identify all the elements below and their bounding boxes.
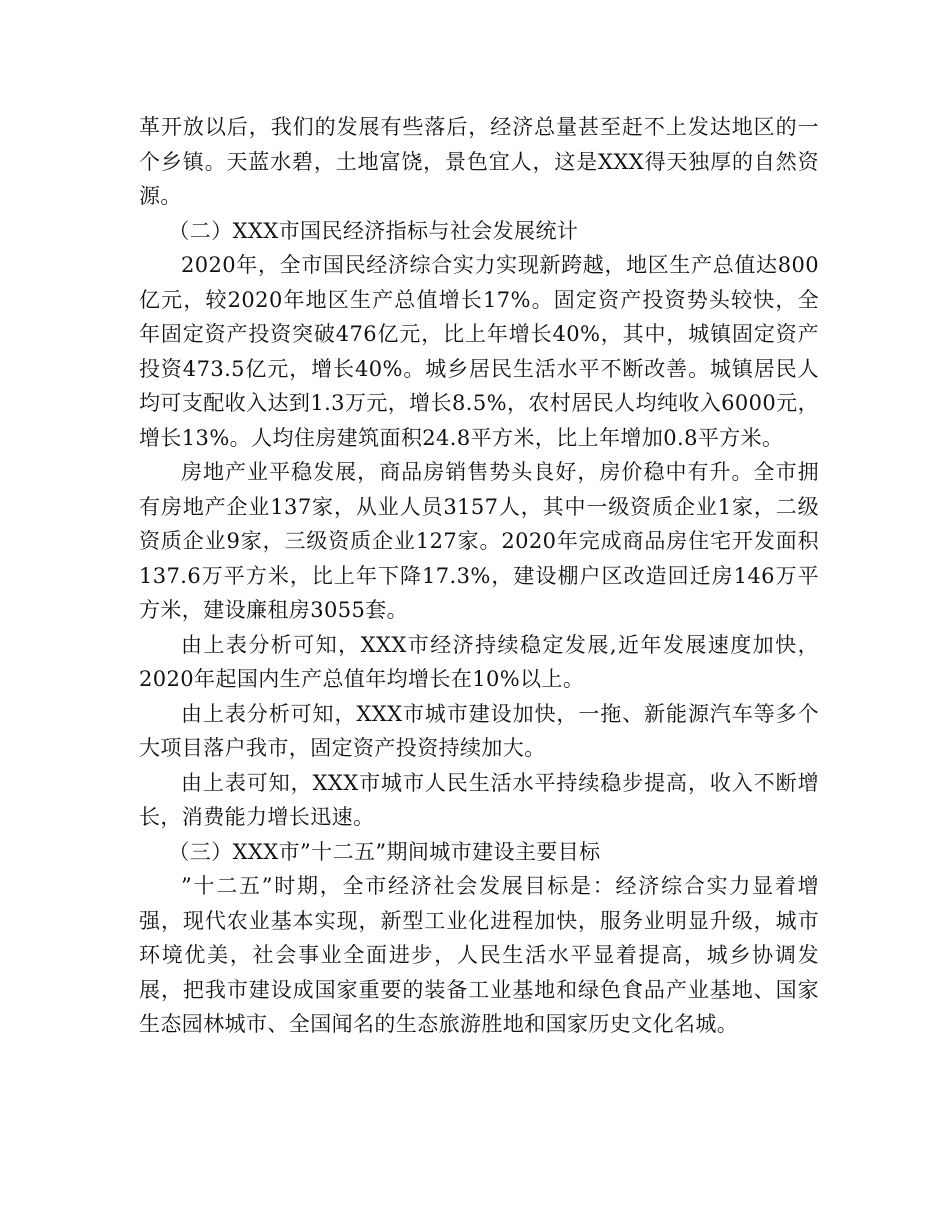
paragraph-real-estate: 房地产业平稳发展，商品房销售势头良好，房价稳中有升。全市拥有房地产企业137家，从业人员3157人，其中一级资质企业1家，二级资质企业9家，三级资质企业127家。2020年完成商品房住宅开发面积137.6万平方米，比上年下降17.3%，建设棚户区改造回迁房146万平方米，建设廉租房3055套。 xyxy=(139,460,819,622)
paragraph-analysis-1: 由上表分析可知，XXX市经济持续稳定发展,近年发展速度加快，2020年起国内生产总值年均增长在10%以上。 xyxy=(139,632,819,691)
paragraph-analysis-3: 由上表可知，XXX市城市人民生活水平持续稳步提高，收入不断增长，消费能力增长迅速。 xyxy=(139,770,819,829)
paragraph-goals: ”十二五”时期，全市经济社会发展目标是：经济综合实力显着增强，现代农业基本实现，新型工业化进程加快，服务业明显升级，城市环境优美，社会事业全面进步，人民生活水平显着提高，城乡协调发展，把我市建设成国家重要的装备工业基地和绿色食品产业基地、国家生态园林城市、全国闻名的生态旅游胜地和国家历史文化名城。 xyxy=(139,874,819,1036)
document-body xyxy=(139,110,819,1042)
section-heading-2: （二）XXX市国民经济指标与社会发展统计 xyxy=(168,218,579,243)
section-heading-3: （三）XXX市”十二五”期间城市建设主要目标 xyxy=(168,839,601,864)
paragraph-economy-stats: 2020年，全市国民经济综合实力实现新跨越，地区生产总值达800亿元，较2020年地区生产总值增长17%。固定资产投资势头较快，全年固定资产投资突破476亿元，比上年增长40%，其中，城镇固定资产投资473.5亿元，增长40%。城乡居民生活水平不断改善。城镇居民人均可支配收入达到1.3万元，增长8.5%，农村居民人均纯收入6000元，增长13%。人均住房建筑面积24.8平方米，比上年增加0.8平方米。 xyxy=(139,253,819,450)
paragraph-analysis-2: 由上表分析可知，XXX市城市建设加快，一拖、新能源汽车等多个大项目落户我市，固定资产投资持续加大。 xyxy=(139,701,819,760)
paragraph-continuation: 革开放以后，我们的发展有些落后，经济总量甚至赶不上发达地区的一个乡镇。天蓝水碧，土地富饶，景色宜人，这是XXX得天独厚的自然资源。 xyxy=(139,115,819,208)
